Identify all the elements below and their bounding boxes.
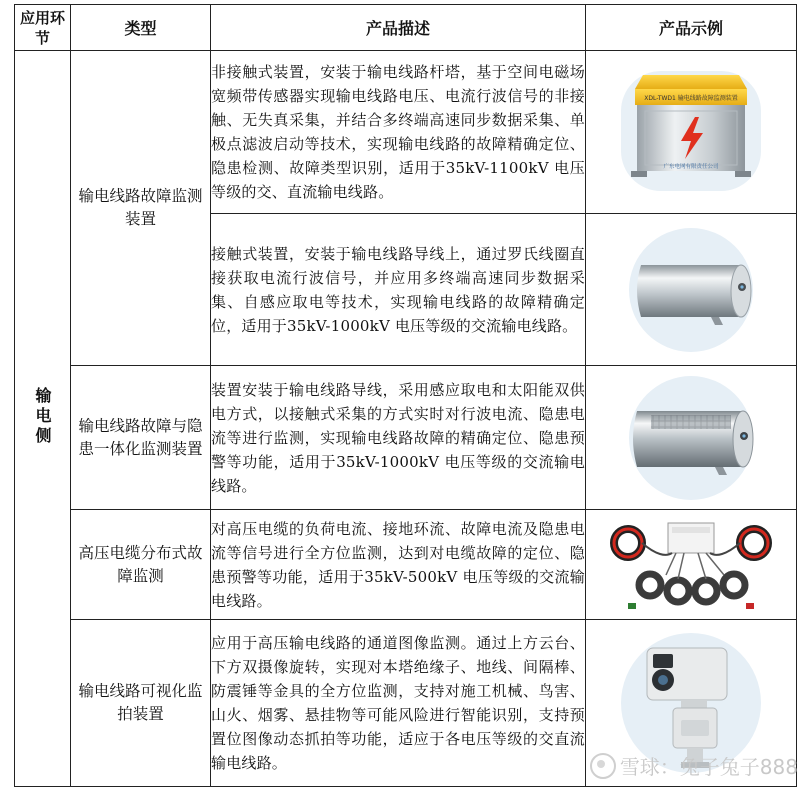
box-lid bbox=[635, 75, 747, 89]
header-example: 产品示例 bbox=[586, 5, 797, 51]
product-image-cell bbox=[586, 510, 797, 620]
product-table bbox=[14, 4, 797, 787]
table-row bbox=[15, 51, 797, 214]
cable-monitor-kit-image bbox=[606, 515, 776, 615]
description-cell: 对高压电缆的负荷电流、接地环流、故障电流及隐患电流等信号进行全方位监测，达到对电缆故障的定位、隐患预警等功能，适用于35kV-500kV 电压等级的交流输电线路。 bbox=[211, 510, 586, 620]
scene-cell bbox=[15, 51, 71, 787]
cylinder-sensor-image bbox=[611, 225, 771, 355]
watermark-text: 雪球：兔子兔子888 bbox=[619, 755, 798, 779]
description-cell: 非接触式装置，安装于输电线路杆塔，基于空间电磁场宽频带传感器实现输电线路电压、电流行波信号的非接触、无失真采集，并结合多终端高速同步数据采集、单极点滤波启动等技术，实现输电线路的故障精确定位、隐患检测、故障类型识别，适用于35kV-1100kV 电压等级的交、直流输电线路。 bbox=[211, 51, 586, 214]
box-label: XDL-TWD1 输电线路故障监测装置 bbox=[644, 95, 738, 102]
table-row bbox=[15, 510, 797, 620]
description-cell: 装置安装于输电线路导线，采用感应取电和太阳能双供电方式，以接触式采集的方式实时对行波电流、隐患电流等进行监测，实现输电线路故障的精确定位、隐患预警等功能，适用于35kV-1000kV 电压等级的交流输电线路。 bbox=[211, 366, 586, 510]
cylinder-body bbox=[637, 265, 745, 317]
header-scene: 应用环节 bbox=[15, 5, 71, 51]
monitoring-box-image bbox=[611, 67, 771, 197]
watermark bbox=[590, 751, 798, 780]
type-cell: 输电线路故障与隐患一体化监测装置 bbox=[71, 366, 211, 510]
header-description: 产品描述 bbox=[211, 5, 586, 51]
solar-panel bbox=[651, 415, 731, 429]
product-image-cell bbox=[586, 366, 797, 510]
description-cell: 应用于高压输电线路的通道图像监测。通过上方云台、下方双摄像旋转，实现对本塔绝缘子、地线、间隔棒、防震锤等金具的全方位监测，支持对施工机械、鸟害、山火、烟雾、悬挂物等可能风险进行智能识别，支持预置位图像动态抓拍等功能，适应于各电压等级的交直流输电线路。 bbox=[211, 620, 586, 787]
table-row bbox=[15, 366, 797, 510]
type-cell: 高压电缆分布式故障监测 bbox=[71, 510, 211, 620]
box-footer: 广东电网有限责任公司 bbox=[663, 164, 719, 170]
type-cell: 输电线路故障监测装置 bbox=[71, 51, 211, 366]
integrated-sensor-image bbox=[611, 373, 771, 503]
description-cell: 接触式装置，安装于输电线路导线上，通过罗氏线圈直接获取电流行波信号，并应用多终端高速同步数据采集、自感应取电等技术，实现输电线路的故障精确定位，适用于35kV-1000kV 电压等级的交流输电线路。 bbox=[211, 214, 586, 366]
header-type: 类型 bbox=[71, 5, 211, 51]
snowball-logo-icon bbox=[590, 753, 616, 779]
product-image-cell bbox=[586, 51, 797, 214]
product-image-cell bbox=[586, 214, 797, 366]
type-cell: 输电线路可视化监拍装置 bbox=[71, 620, 211, 787]
header-row bbox=[15, 5, 797, 51]
scene-label: 输电侧 bbox=[33, 386, 52, 447]
